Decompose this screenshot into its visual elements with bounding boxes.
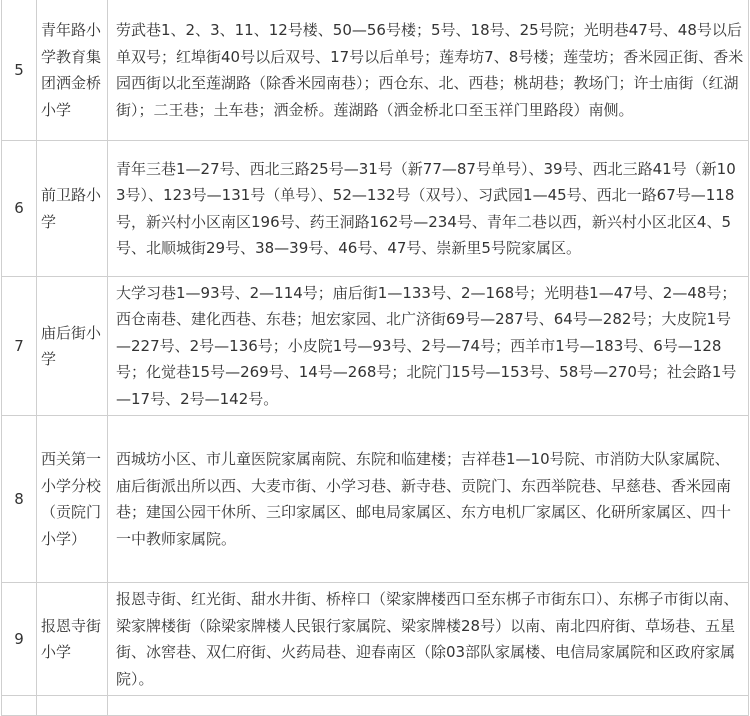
table-row — [2, 277, 749, 416]
row-number — [2, 696, 37, 716]
enrollment-area: 西城坊小区、市儿童医院家属南院、东院和临建楼；吉祥巷1—10号院、市消防大队家属院、庙后街派出所以西、大麦市街、小学习巷、新寺巷、贡院门、东西举院巷、早慈巷、香米园南巷；建国公园干休所、三印家属区、邮电局家属区、东方电机厂家属区、化研所家属区、四十一中教师家属院。 — [108, 416, 749, 583]
table-row — [2, 696, 749, 716]
enrollment-area — [108, 696, 749, 716]
school-name: 青年路小学教育集团洒金桥小学 — [37, 0, 108, 141]
school-name: 前卫路小学 — [37, 141, 108, 277]
row-number: 7 — [2, 277, 37, 416]
row-number: 6 — [2, 141, 37, 277]
school-name: 庙后街小学 — [37, 277, 108, 416]
table-row — [2, 0, 749, 141]
table-row — [2, 583, 749, 696]
enrollment-area: 劳武巷1、2、3、11、12号楼、50—56号楼；5号、18号、25号院；光明巷47号、48号以后单双号；红埠街40号以后双号、17号以后单号；莲寿坊7、8号楼；莲莹坊；香米园正街、香米园西街以北至莲湖路（除香米园南巷）；西仓东、北、西巷；桃胡巷；教场门；许士庙街（红湖街）；二王巷；土车巷；洒金桥。莲湖路（洒金桥北口至玉祥门里路段）南侧。 — [108, 0, 749, 141]
table-row — [2, 416, 749, 583]
enrollment-area: 大学习巷1—93号、2—114号；庙后街1—133号、2—168号；光明巷1—47号、2—48号；西仓南巷、建化西巷、东巷；旭宏家园、北广济街69号—287号、64号—282号；大皮院1号—227号、2号—136号；小皮院1号—93号、2号—74号；西羊市1号—183号、6号—128号；化觉巷15号—269号、14号—268号；北院门15号—153号、58号—270号；社会路1号—17号、2号—142号。 — [108, 277, 749, 416]
school-name: 西关第一小学分校（贡院门小学） — [37, 416, 108, 583]
enrollment-area: 青年三巷1—27号、西北三路25号—31号（新77—87号单号）、39号、西北三路41号（新103号）、123号—131号（单号）、52—132号（双号）、习武园1—45号、西北一路67号—118号，新兴村小区南区196号、药王洞路162号—234号、青年二巷以西，新兴村小区北区4、5号、北顺城街29号、38—39号、46号、47号、崇新里5号院家属区。 — [108, 141, 749, 277]
row-number: 8 — [2, 416, 37, 583]
table-row — [2, 141, 749, 277]
enrollment-area: 报恩寺街、红光街、甜水井街、桥梓口（梁家牌楼西口至东梆子市街东口）、东梆子市街以南、梁家牌楼街（除梁家牌楼人民银行家属院、梁家牌楼28号）以南、南北四府街、草场巷、五星街、冰窖巷、双仁府街、火药局巷、迎春南区（除03部队家属楼、电信局家属院和区政府家属院）。 — [108, 583, 749, 696]
row-number: 9 — [2, 583, 37, 696]
school-name: 报恩寺街小学 — [37, 583, 108, 696]
school-name — [37, 696, 108, 716]
row-number: 5 — [2, 0, 37, 141]
school-district-table — [1, 0, 749, 716]
